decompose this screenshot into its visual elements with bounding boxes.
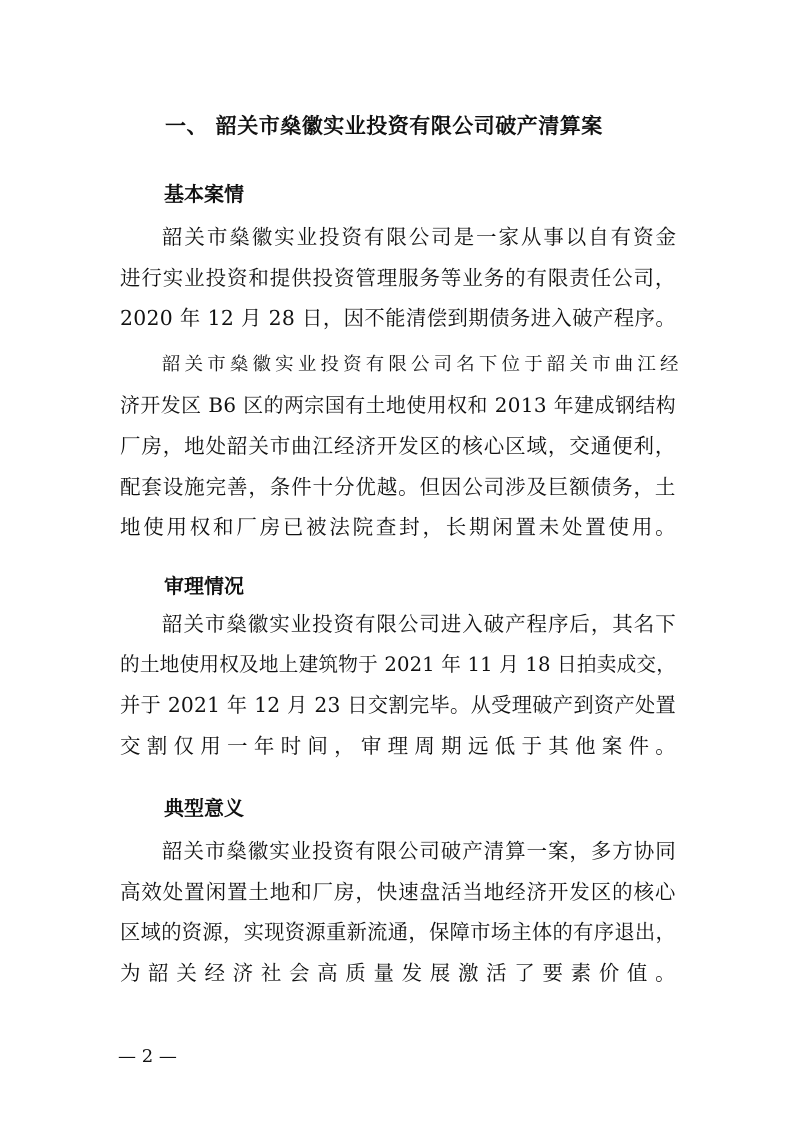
- paragraph-line: 韶关市燊徽实业投资有限公司名下位于韶关市曲江经: [162, 354, 683, 375]
- page-number: — 2 —: [118, 1046, 177, 1067]
- section-heading-basic-facts: 基本案情: [164, 182, 244, 206]
- paragraph-line: 济开发区 B6 区的两宗国有土地使用权和 2013 年建成钢结构: [120, 393, 676, 417]
- section-heading-trial-status: 审理情况: [164, 574, 244, 598]
- paragraph-line: 为韶关经济社会高质量发展激活了要素价值。: [120, 960, 676, 985]
- paragraph-line: 厂房，地处韶关市曲江经济开发区的核心区域，交通便利，: [120, 434, 676, 458]
- paragraph-line: 并于 2021 年 12 月 23 日交割完毕。从受理破产到资产处置: [120, 693, 676, 717]
- paragraph-line: 进行实业投资和提供投资管理服务等业务的有限责任公司，: [120, 265, 676, 290]
- paragraph: [120, 831, 676, 993]
- section-heading-significance: 典型意义: [164, 796, 244, 820]
- paragraph: [120, 345, 683, 548]
- paragraph-line: 韶关市燊徽实业投资有限公司破产清算一案，多方协同: [162, 839, 676, 863]
- paragraph-line: 交割仅用一年时间，审理周期远低于其他案件。: [120, 733, 676, 758]
- paragraph-line: 地使用权和厂房已被法院查封，长期闲置未处置使用。: [120, 515, 676, 539]
- case-title: 一、 韶关市燊徽实业投资有限公司破产清算案: [165, 114, 603, 138]
- paragraph-line: 区域的资源，实现资源重新流通，保障市场主体的有序退出，: [120, 920, 676, 944]
- paragraph-line: 韶关市燊徽实业投资有限公司是一家从事以自有资金: [162, 225, 676, 249]
- paragraph: [120, 604, 676, 766]
- paragraph-line: 的土地使用权及地上建筑物于 2021 年 11 月 18 日拍卖成交，: [120, 652, 676, 676]
- paragraph-line: 2020 年 12 月 28 日，因不能清偿到期债务进入破产程序。: [120, 306, 676, 330]
- paragraph-line: 配套设施完善，条件十分优越。但因公司涉及巨额债务，土: [120, 474, 676, 499]
- paragraph-line: 韶关市燊徽实业投资有限公司进入破产程序后，其名下: [162, 612, 676, 636]
- paragraph-line: 高效处置闲置土地和厂房，快速盘活当地经济开发区的核心: [120, 879, 676, 904]
- paragraph: [120, 217, 676, 339]
